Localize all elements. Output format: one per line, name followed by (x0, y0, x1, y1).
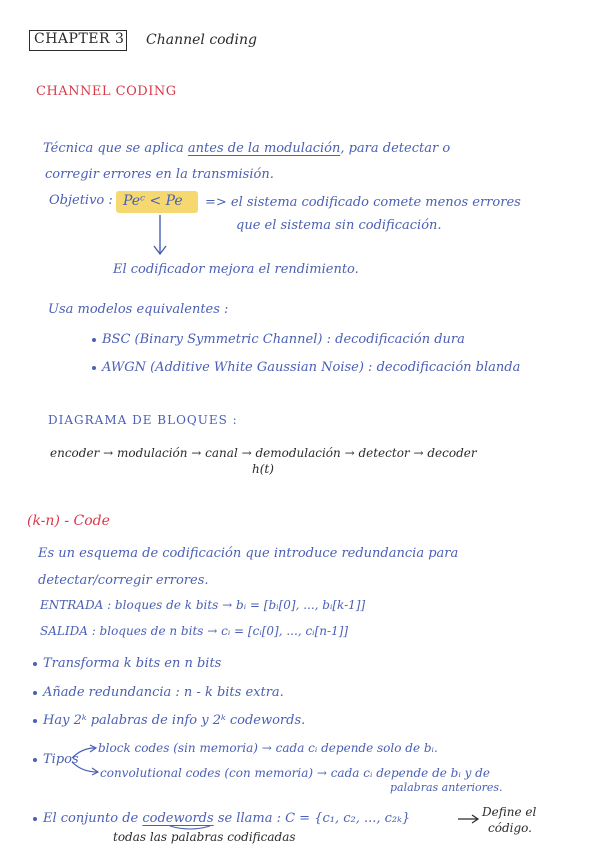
type-conv-codes: convolutional codes (con memoria) → cada cᵢ depende de bᵢ y de (100, 766, 490, 780)
objective-formula: Peᶜ < Pe (123, 193, 183, 209)
down-arrow-icon (154, 215, 166, 254)
intro-line-2: detectar/corregir errores. (38, 573, 209, 588)
objective-line2: que el sistema sin codificación. (236, 218, 442, 233)
definition-part1: Técnica que se aplica (43, 141, 184, 156)
objective-arrow-text: => el sistema codificado comete menos errores (205, 195, 521, 210)
section-title-channel-coding: CHANNEL CODING (36, 84, 177, 99)
section-title-kn-code: (k-n) - Code (27, 513, 110, 529)
type-block-codes: block codes (sin memoria) → cada cᵢ depende solo de bᵢ. (98, 741, 438, 755)
set-suffix: se llama : C = {c₁, c₂, ..., c₂ₖ} (217, 811, 411, 826)
set-arrow-text: Define el (482, 805, 537, 819)
output-line: SALIDA : bloques de n bits → cᵢ = [cᵢ[0], ..., cᵢ[n-1]] (40, 624, 349, 638)
model-label-bsc: BSC (Binary Symmetric Channel) : decodificación dura (102, 332, 465, 347)
chapter-label: CHAPTER 3 (34, 31, 125, 47)
encoder-note: El codificador mejora el rendimiento. (113, 262, 359, 277)
type-conv-line2: palabras anteriores. (390, 781, 503, 794)
set-prefix: El conjunto de (43, 811, 139, 826)
definition-underlined: antes de la modulación (187, 141, 341, 156)
set-arrow-text2: código. (488, 821, 532, 835)
intro-line-1: Es un esquema de codificación que introduce redundancia para (38, 546, 459, 561)
bullet-codewords-text: Hay 2ᵏ palabras de info y 2ᵏ codewords. (43, 713, 306, 728)
types-label-text: Tipos (43, 752, 79, 767)
definition-line-2: corregir errores en la transmisión. (45, 167, 274, 182)
bullet-redundancy-text: Añade redundancia : n - k bits extra. (43, 685, 284, 700)
diagram-sub: h(t) (252, 462, 274, 476)
set-note: todas las palabras codificadas (113, 830, 296, 844)
definition-part2: , para detectar o (340, 141, 451, 156)
diagram-chain: encoder → modulación → canal → demodulación → detector → decoder (50, 446, 477, 460)
note-connector-icon (170, 826, 210, 829)
model-label-awgn: AWGN (Additive White Gaussian Noise) : decodificación blanda (102, 360, 521, 375)
bullet-transform-text: Transforma k bits en n bits (43, 656, 222, 671)
models-intro: Usa modelos equivalentes : (48, 302, 229, 317)
set-underlined: codewords (142, 811, 214, 826)
fork-arrow-icon (72, 745, 98, 775)
right-arrow-icon (458, 815, 478, 823)
diagram-title: DIAGRAMA DE BLOQUES : (48, 413, 238, 427)
chapter-title: Channel coding (146, 32, 258, 48)
objective-label: Objetivo : (49, 193, 113, 208)
input-line: ENTRADA : bloques de k bits → bᵢ = [bᵢ[0], ..., bᵢ[k-1]] (40, 598, 366, 612)
